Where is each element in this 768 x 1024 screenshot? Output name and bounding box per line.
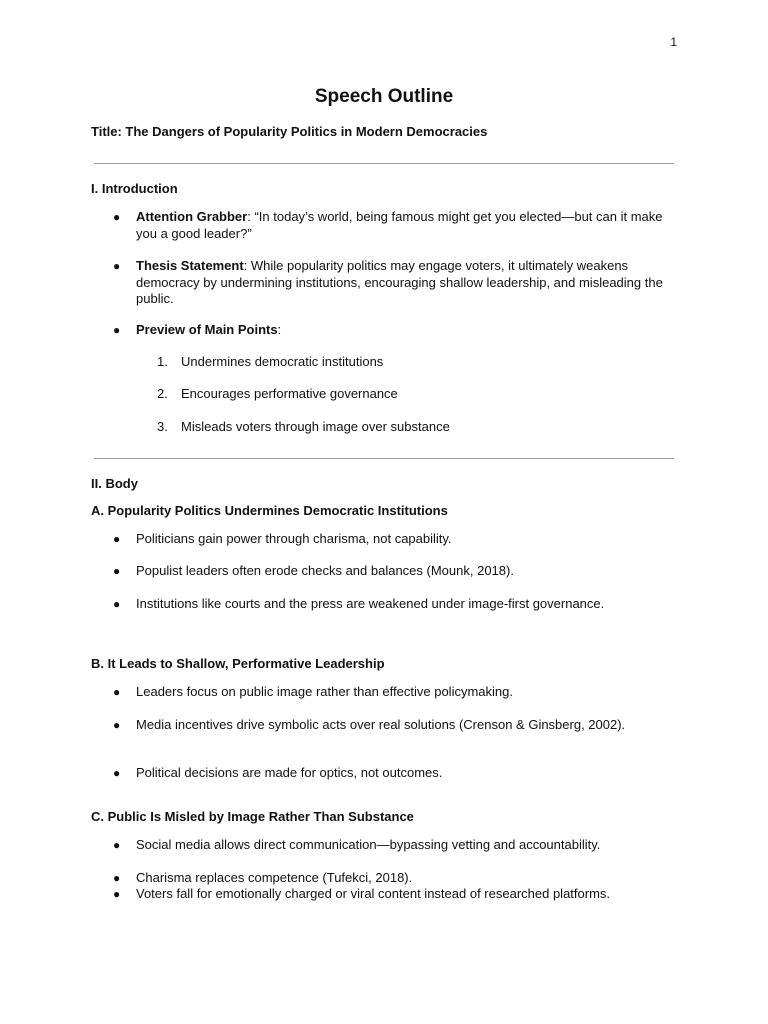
item-text: Misleads voters through image over substance (181, 419, 450, 434)
bullet-icon: ● (113, 766, 121, 780)
list-item-text: Political decisions are made for optics, not outcomes. (136, 765, 443, 780)
document-title: Speech Outline (314, 86, 454, 107)
list-item (113, 765, 683, 782)
list-item (113, 563, 683, 580)
attention-label: Attention Grabber (136, 209, 248, 224)
list-item-preview (113, 322, 683, 339)
body-heading: II. Body (91, 476, 138, 491)
list-item-text: Leaders focus on public image rather than effective policymaking. (136, 684, 513, 699)
bullet-icon: ● (113, 564, 121, 578)
preview-text: : (277, 322, 282, 337)
attention-text: : “In today’s world, being famous might get you elected—but can it make you a good leader?” (136, 209, 663, 241)
list-item-text: Institutions like courts and the press are weakened under image-first governance. (136, 596, 605, 611)
thesis-label: Thesis Statement (136, 258, 244, 273)
bullet-icon: ● (113, 871, 121, 885)
divider-middle (94, 458, 674, 459)
bullet-icon: ● (113, 838, 121, 852)
list-item (113, 684, 683, 701)
bullet-icon: ● (113, 532, 121, 546)
list-item (113, 886, 683, 903)
list-item-text: Politicians gain power through charisma, not capability. (136, 531, 452, 546)
bullet-icon: ● (113, 887, 121, 901)
list-item-text: Media incentives drive symbolic acts over real solutions (Crenson & Ginsberg, 2002). (136, 717, 626, 732)
list-item (113, 870, 683, 887)
bullet-icon: ● (113, 259, 121, 273)
thesis-text: : While popularity politics may engage voters, it ultimately weakens democracy by undermining institutions, encouraging shallow leadership, and misleading the public. (136, 258, 663, 306)
preview-label: Preview of Main Points (136, 322, 278, 337)
bullet-icon: ● (113, 597, 121, 611)
list-item-text: Populist leaders often erode checks and balances (Mounk, 2018). (136, 563, 514, 578)
bullet-icon: ● (113, 685, 121, 699)
list-item-attention-grabber (113, 209, 683, 242)
section-b-heading: B. It Leads to Shallow, Performative Leadership (91, 656, 385, 671)
list-item-text: Social media allows direct communication—bypassing vetting and accountability. (136, 837, 601, 852)
list-item-text: Voters fall for emotionally charged or viral content instead of researched platforms. (136, 886, 611, 901)
bullet-icon: ● (113, 718, 121, 732)
introduction-heading: I. Introduction (91, 181, 178, 196)
list-item-text: Charisma replaces competence (Tufekci, 2018). (136, 870, 413, 885)
section-c-heading: C. Public Is Misled by Image Rather Than Substance (91, 809, 414, 824)
page-number: 1 (670, 35, 677, 49)
item-number: 2. (157, 386, 168, 401)
section-a-heading: A. Popularity Politics Undermines Democratic Institutions (91, 503, 448, 518)
item-text: Undermines democratic institutions (181, 354, 384, 369)
speech-title: Title: The Dangers of Popularity Politics in Modern Democracies (91, 124, 488, 139)
item-text: Encourages performative governance (181, 386, 398, 401)
list-item-thesis (113, 258, 683, 308)
list-item (113, 531, 683, 548)
numbered-item-1 (157, 354, 383, 371)
divider-top (94, 163, 674, 164)
bullet-icon: ● (113, 323, 121, 337)
numbered-item-3 (157, 419, 450, 436)
bullet-icon: ● (113, 210, 121, 224)
list-item (113, 596, 683, 613)
item-number: 3. (157, 419, 168, 434)
list-item (113, 837, 683, 854)
list-item (113, 717, 683, 734)
item-number: 1. (157, 354, 168, 369)
numbered-item-2 (157, 386, 398, 403)
